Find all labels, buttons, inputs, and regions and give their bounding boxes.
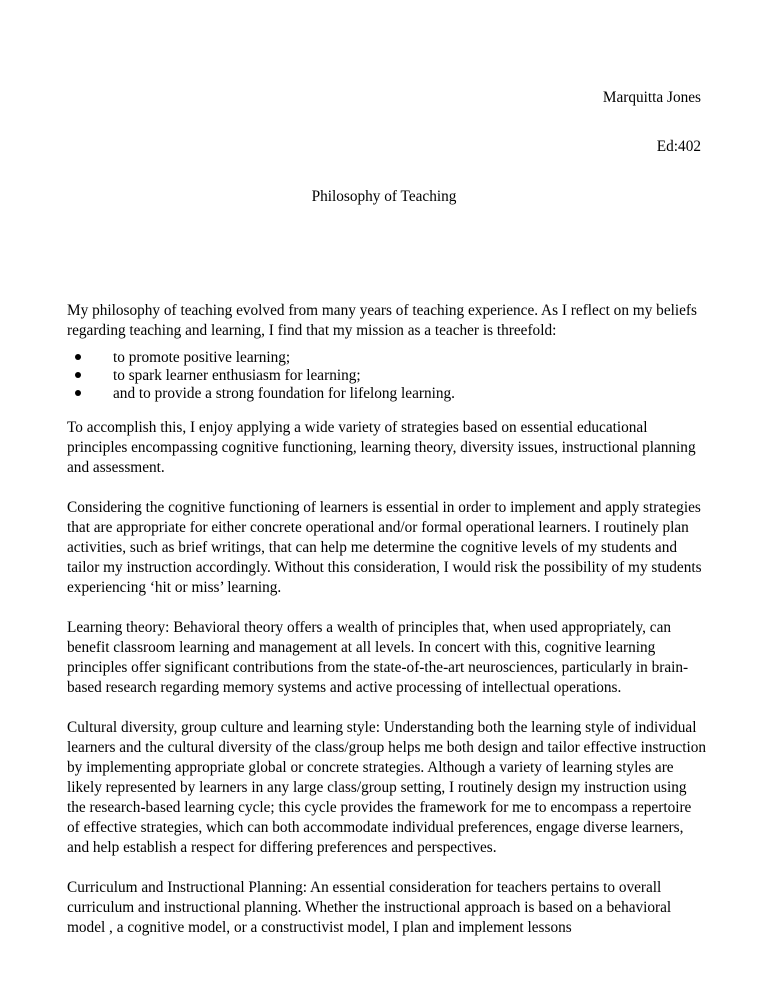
learning-theory-paragraph: Learning theory: Behavioral theory offers a wealth of principles that, when used appropriately, can benefit classroom learning and management at all levels. In concert with this, cognitive learning principles offer significant contributions from the state-of-the-art neurosciences, particularly in brain-based research regarding memory systems and active processing of intellectual operations. bbox=[67, 619, 689, 696]
list-item bbox=[67, 385, 707, 403]
author-name: Marquitta Jones bbox=[602, 89, 701, 106]
document-body bbox=[67, 301, 707, 958]
strategies-paragraph: To accomplish this, I enjoy applying a wide variety of strategies based on essential educational principles encompassing cognitive functioning, learning theory, diversity issues, instructional planning and assessment. bbox=[67, 419, 696, 476]
cultural-diversity-paragraph: Cultural diversity, group culture and learning style: Understanding both the learning style of individual learners and the cultural diversity of the class/group helps me both design and tailor effective instruction by implementing appropriate global or concrete strategies. Although a variety of learning styles are likely represented by learners in any large class/group setting, I routinely design my instruction using the research-based learning cycle; this cycle provides the framework for me to encompass a repertoire of effective strategies, which can both accommodate individual preferences, engage diverse learners, and help establish a respect for differing preferences and perspectives. bbox=[67, 719, 707, 856]
list-item-text: to spark learner enthusiasm for learning; bbox=[113, 367, 361, 384]
cognitive-functioning-paragraph: Considering the cognitive functioning of learners is essential in order to implement and apply strategies that are appropriate for either concrete operational and/or formal operational learners. I routinely plan activities, such as brief writings, that can help me determine the cognitive levels of my students and tailor my instruction accordingly. Without this consideration, I would risk the possibility of my students experiencing ‘hit or miss’ learning. bbox=[67, 499, 702, 596]
curriculum-planning-paragraph: Curriculum and Instructional Planning: An essential consideration for teachers pertains to overall curriculum and instructional planning. Whether the instructional approach is based on a behavioral model , a cognitive model, or a constructivist model, I plan and implement lessons bbox=[67, 879, 672, 936]
list-item bbox=[67, 367, 707, 385]
mission-list bbox=[67, 349, 707, 403]
document-title: Philosophy of Teaching bbox=[311, 188, 457, 205]
course-code: Ed:402 bbox=[656, 138, 701, 155]
bullet-icon bbox=[75, 390, 81, 396]
intro-paragraph: My philosophy of teaching evolved from many years of teaching experience. As I reflect on my beliefs regarding teaching and learning, I find that my mission as a teacher is threefold: bbox=[67, 302, 697, 339]
bullet-icon bbox=[75, 372, 81, 378]
list-item-text: to promote positive learning; bbox=[113, 349, 291, 366]
bullet-icon bbox=[75, 354, 81, 360]
list-item-text: and to provide a strong foundation for lifelong learning. bbox=[113, 385, 455, 402]
list-item bbox=[67, 349, 707, 367]
